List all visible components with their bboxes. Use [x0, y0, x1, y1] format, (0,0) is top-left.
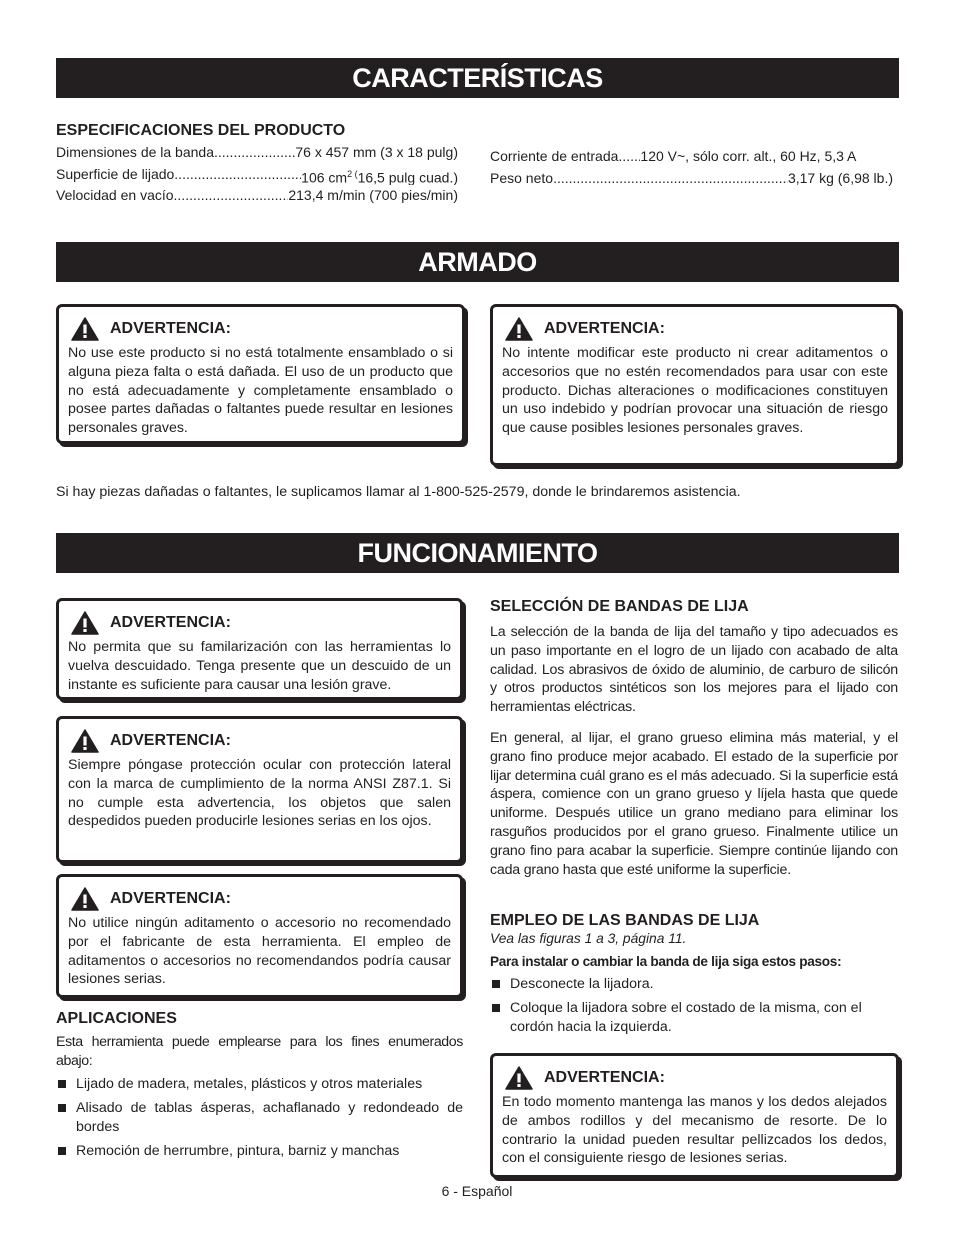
warning-text: No use este producto si no está totalmente ensamblado o si alguna pieza falta o está dañada. El uso de un producto que no está adecuadamente y completamente ensamblado o posee partes dañadas o faltantes puede resultar en lesiones personales graves. — [68, 345, 453, 437]
spec-value: 3,17 kg (6,98 lb.) — [788, 168, 893, 190]
spec-label: Corriente de entrada — [490, 148, 619, 164]
warning-triangle-icon — [71, 611, 99, 635]
aplicaciones-intro: Esta herramienta puede emplearse para los fines enumerados abajo: — [56, 1034, 463, 1069]
spec-value: 120 V~, sólo corr. alt., 60 Hz, 5,3 A — [640, 146, 856, 168]
spec-value — [301, 164, 458, 186]
warning-title: ADVERTENCIA: — [110, 320, 231, 337]
warning-text: En todo momento mantenga las manos y los dedos alejados de ambos rodillos y del mecanismo de resorte. De lo contrario la unidad pueden resultar pellizcados los dedos, con el consiguiente riesgo de lesiones serias. — [502, 1094, 887, 1167]
spec-value: 76 x 457 mm (3 x 18 pulg) — [295, 142, 458, 164]
warning-text: No intente modificar este producto ni crear aditamentos o accesorios que no estén recomendados para usar con este producto. Dichas alteraciones o modificaciones constituyen un uso indebido y podrían provocar una situación de riesgo que cause posibles lesiones personales graves. — [502, 345, 888, 437]
warning-title: ADVERTENCIA: — [110, 732, 231, 749]
spec-label: Velocidad en vacío — [56, 187, 174, 203]
spec-row — [56, 164, 458, 186]
spec-value-after: 16,5 pulg cuad.) — [357, 169, 458, 186]
warning-triangle-icon — [505, 1066, 533, 1090]
list-item-text: Desconecte la lijadora. — [510, 976, 654, 992]
square-bullet-icon — [58, 1104, 66, 1112]
dot-leader — [174, 164, 301, 186]
list-item-text: Coloque la lijadora sobre el costado de la misma, con el cordón hacia la izquierda. — [510, 1000, 862, 1035]
list-item — [490, 975, 898, 994]
warning-triangle-icon — [71, 887, 99, 911]
list-item-text: Lijado de madera, metales, plásticos y otros materiales — [76, 1075, 423, 1092]
list-item — [490, 999, 898, 1037]
dot-leader — [618, 146, 640, 168]
warning-title: ADVERTENCIA: — [110, 890, 231, 907]
empleo-section — [490, 912, 898, 1042]
warning-box — [56, 874, 463, 998]
warning-triangle-icon — [71, 729, 99, 753]
seleccion-paragraph: La selección de la banda de lija del tamaño y tipo adecuados es un paso importante en el logro de un lijado con acabado de alta calidad. Los abrasivos de óxido de aluminio, de carburo de silicón y otros productos sintéticos son los mejores para el lijado con herramientas eléctricas. — [490, 624, 898, 716]
square-bullet-icon — [492, 1004, 500, 1012]
spec-label: Dimensiones de la banda — [56, 144, 214, 160]
dot-leader — [214, 142, 295, 164]
spec-row — [56, 142, 458, 164]
spec-value-sup: 2 ( — [347, 168, 358, 179]
aplicaciones-heading: APLICACIONES — [56, 1010, 177, 1027]
section-banner-caracteristicas: CARACTERÍSTICAS — [56, 58, 899, 98]
warning-text: No utilice ningún aditamento o accesorio no recomendado por el fabricante de esta herramienta. El empleo de aditamentos o accesorios no recomendandos podría causar lesiones serias. — [68, 915, 451, 988]
support-note: Si hay piezas dañadas o faltantes, le suplicamos llamar al 1-800-525-2579, donde le brindaremos asistencia. — [56, 484, 741, 500]
square-bullet-icon — [58, 1147, 66, 1155]
section-banner-armado: ARMADO — [56, 242, 899, 282]
page-footer: 6 - Español — [441, 1183, 513, 1199]
spec-row — [490, 168, 893, 190]
empleo-list — [490, 975, 898, 1037]
spec-label: Superficie de lijado — [56, 165, 175, 182]
empleo-heading: EMPLEO DE LAS BANDAS DE LIJA — [490, 912, 760, 929]
warning-box — [490, 1053, 899, 1178]
specs-heading: ESPECIFICACIONES DEL PRODUCTO — [56, 122, 346, 139]
warning-text: Siempre póngase protección ocular con protección lateral con la marca de cumplimiento de la norma ANSI Z87.1. Si no cumple esta advertencia, los objetos que salen despedidos pueden producirle lesiones serias en los ojos. — [68, 757, 451, 830]
dot-leader — [553, 168, 788, 190]
warning-triangle-icon — [71, 317, 99, 341]
specs-left — [56, 122, 458, 207]
empleo-instruction: Para instalar o cambiar la banda de lija siga estos pasos: — [490, 954, 842, 969]
spec-value-main: 106 cm — [301, 169, 348, 186]
spec-row — [490, 146, 893, 168]
warning-title: ADVERTENCIA: — [544, 320, 665, 337]
dot-leader — [174, 185, 289, 207]
seleccion-paragraph: En general, al lijar, el grano grueso elimina más material, y el grano fino produce mejor acabado. El estado de la superficie por lijar determina cuál grano es el más adecuado. Si la superficie está áspera, comience con un grano grueso y líjela hasta que quede uniforme. Después utilice un grano mediano para eliminar los rasguños producidos por el grano grueso. Finalmente utilice un grano fino para acabar la superficie. Siempre continúe lijando con cada grano hasta que esté uniforme la superficie. — [490, 729, 898, 878]
seleccion-heading: SELECCIÓN DE BANDAS DE LIJA — [490, 598, 749, 615]
section-banner-funcionamiento: FUNCIONAMIENTO — [56, 533, 899, 573]
list-item — [56, 1099, 463, 1137]
spec-label: Peso neto — [490, 169, 554, 186]
warning-box — [56, 304, 465, 444]
spec-value: 213,4 m/min (700 pies/min) — [288, 185, 458, 207]
list-item-text: Remoción de herrumbre, pintura, barniz y manchas — [76, 1142, 400, 1159]
warning-triangle-icon — [505, 317, 533, 341]
spec-row — [56, 185, 458, 207]
list-item-text: Alisado de tablas ásperas, achaflanado y redondeado de bordes — [76, 1099, 463, 1135]
list-item — [56, 1142, 463, 1161]
specs-right — [490, 146, 893, 189]
aplicaciones-list — [56, 1075, 463, 1161]
warning-title: ADVERTENCIA: — [544, 1069, 665, 1086]
warning-text: No permita que su familarización con las herramientas lo vuelva descuidado. Tenga presente que un descuido de un instante es suficiente para causar una lesión grave. — [68, 639, 451, 693]
list-item — [56, 1075, 463, 1094]
empleo-reference: Vea las figuras 1 a 3, página 11. — [490, 931, 687, 946]
warning-title: ADVERTENCIA: — [110, 614, 231, 631]
aplicaciones-section — [56, 1010, 463, 1166]
square-bullet-icon — [492, 980, 500, 988]
square-bullet-icon — [58, 1080, 66, 1088]
warning-box — [490, 304, 900, 466]
warning-box — [56, 716, 463, 863]
seleccion-section — [490, 598, 898, 879]
warning-box — [56, 598, 463, 700]
